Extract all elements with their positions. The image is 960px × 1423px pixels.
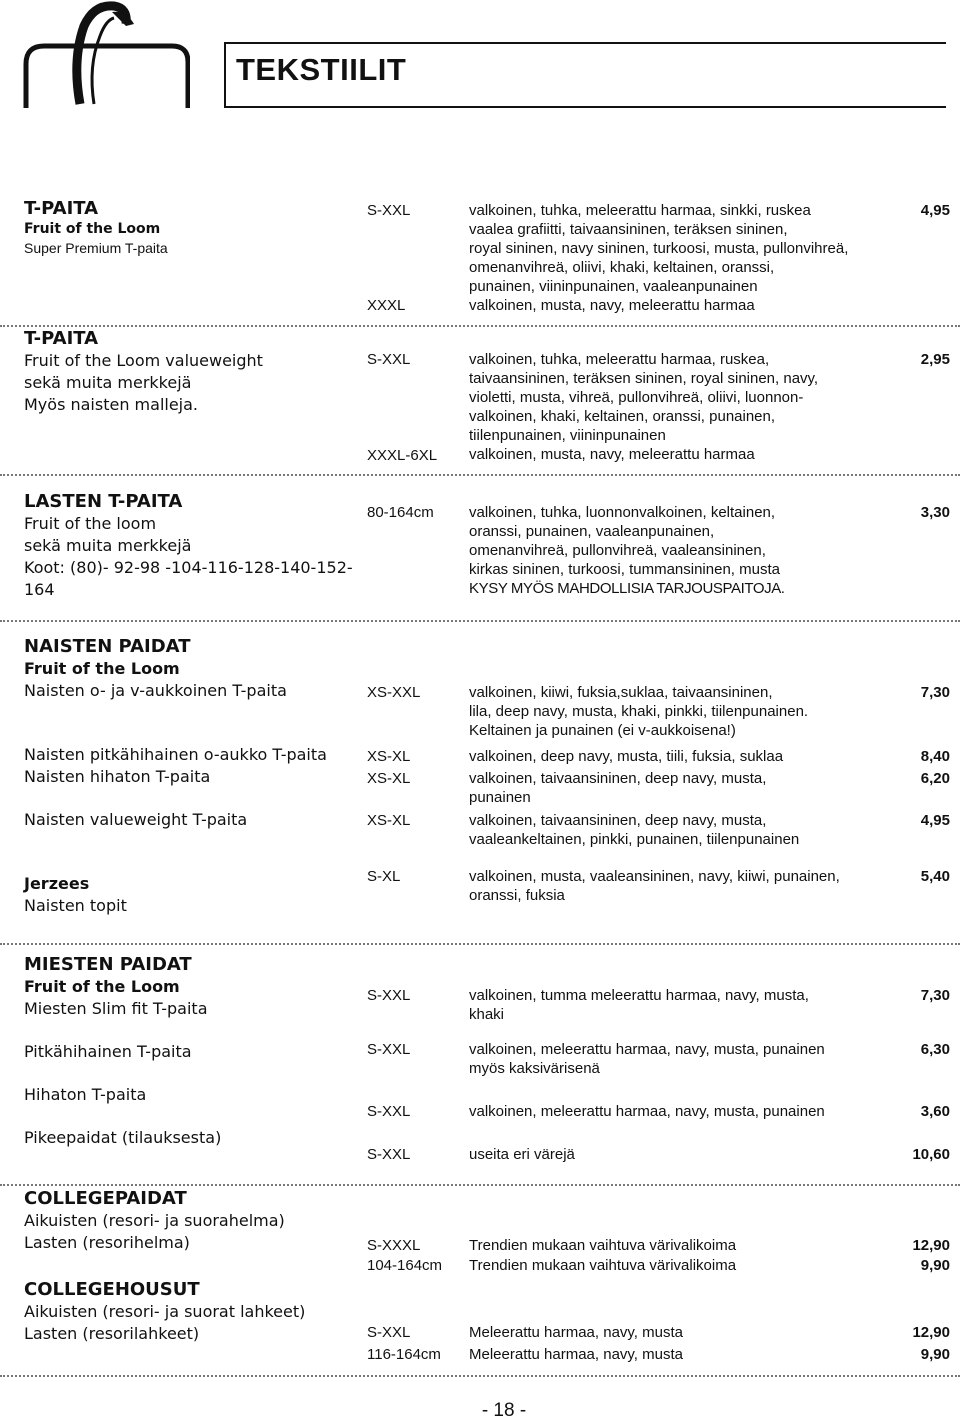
size: S-XXL (367, 1103, 411, 1120)
divider (0, 325, 960, 327)
desc-line: Aikuisten (resori- ja suorahelma) (24, 1211, 285, 1230)
brand: Fruit of the Loom (24, 221, 161, 237)
desc-line: royal sininen, navy sininen, turkoosi, musta, pullonvihreä, (469, 240, 849, 257)
desc-line: valkoinen, taivaansininen, deep navy, musta, (469, 770, 767, 787)
color-list (469, 867, 889, 905)
desc-line: Myös naisten malleja. (24, 395, 199, 414)
size: S-XXL (367, 202, 411, 219)
desc-line: violetti, musta, vihreä, pullonvihreä, oliivi, luonnon- (469, 389, 804, 406)
color-list (469, 503, 889, 598)
product-name: Pikeepaidat (tilauksesta) (24, 1128, 222, 1147)
desc-line: valkoinen, kiiwi, fuksia,suklaa, taivaansininen, (469, 684, 773, 701)
section-miesten-paidat (24, 954, 208, 1020)
desc-line: oranssi, fuksia (469, 887, 565, 904)
size: S-XXL (367, 1324, 411, 1341)
product-name: Miesten Slim fit T-paita (24, 999, 208, 1018)
desc-line: khaki (469, 1006, 505, 1023)
desc-line: sekä muita merkkejä (24, 373, 192, 392)
price: 4,95 (920, 812, 950, 829)
desc-line: 164 (24, 580, 55, 599)
product-name: Naisten valueweight T-paita (24, 810, 248, 829)
product-name: Pitkähihainen T-paita (24, 1042, 192, 1061)
desc-line: useita eri värejä (469, 1146, 575, 1163)
page-title: TEKSTIILIT (236, 52, 407, 87)
size: 116-164cm (367, 1346, 441, 1363)
desc-line: valkoinen, meleerattu harmaa, navy, musta, punainen (469, 1041, 825, 1058)
size: 80-164cm (367, 504, 434, 521)
desc-line: valkoinen, musta, navy, meleerattu harmaa (469, 446, 755, 463)
desc-line: punainen, viininpunainen, vaaleanpunainen (469, 278, 758, 295)
color-list (469, 986, 889, 1024)
brand: Jerzees (24, 874, 90, 893)
price: 7,30 (920, 987, 950, 1004)
price: 9,90 (920, 1346, 950, 1363)
desc-line: kirkas sininen, turkoosi, tummansininen, musta (469, 561, 780, 578)
price: 7,30 (920, 684, 950, 701)
price: 10,60 (912, 1146, 950, 1163)
section-heading: T-PAITA (24, 328, 99, 349)
section-naisten-paidat (24, 636, 287, 702)
desc-line: valkoinen, khaki, keltainen, oranssi, punainen, (469, 408, 776, 425)
size: S-XXXL (367, 1237, 421, 1254)
divider (0, 1184, 960, 1186)
page-number: - 18 - (481, 1400, 527, 1421)
section-collegepaidat (24, 1188, 285, 1254)
divider (0, 620, 960, 622)
section-tpaita-valueweight (24, 328, 263, 416)
size: 104-164cm (367, 1257, 443, 1274)
swan-logo-icon (22, 0, 190, 112)
product-name: Naisten topit (24, 896, 127, 915)
price: 12,90 (912, 1237, 950, 1254)
size: S-XXL (367, 987, 411, 1004)
size: XXXL-6XL (367, 447, 438, 464)
product-subtitle: Super Premium T-paita (24, 240, 168, 256)
price: 9,90 (920, 1257, 950, 1274)
brand: Fruit of the Loom (24, 977, 180, 996)
section-lasten-tpaita (24, 491, 353, 601)
desc-line: Meleerattu harmaa, navy, musta (469, 1346, 683, 1363)
size: XXXL (367, 297, 406, 314)
section-collegehousut (24, 1279, 305, 1345)
desc-line: valkoinen, meleerattu harmaa, navy, musta, punainen (469, 1103, 825, 1120)
desc-line: valkoinen, tuhka, luonnonvalkoinen, keltainen, (469, 504, 776, 521)
price: 3,30 (920, 504, 950, 521)
desc-line: valkoinen, musta, navy, meleerattu harmaa (469, 297, 755, 314)
desc-line: Trendien mukaan vaihtuva värivalikoima (469, 1237, 737, 1254)
divider (0, 1375, 960, 1377)
desc-line: omenanvihreä, pullonvihreä, vaaleansininen, (469, 542, 766, 559)
desc-line: KYSY MYÖS MAHDOLLISIA TARJOUSPAITOJA. (469, 580, 785, 597)
product-name: Hihaton T-paita (24, 1085, 147, 1104)
size: S-XXL (367, 1041, 411, 1058)
desc-line: Fruit of the Loom valueweight (24, 351, 263, 370)
color-list (469, 683, 889, 740)
price: 8,40 (920, 748, 950, 765)
divider (0, 943, 960, 945)
product-name: Naisten o- ja v-aukkoinen T-paita (24, 681, 287, 700)
brand: Fruit of the Loom (24, 659, 180, 678)
price: 12,90 (912, 1324, 950, 1341)
color-list (469, 769, 889, 807)
color-list (469, 1040, 889, 1078)
desc-line: taivaansininen, teräksen sininen, royal sininen, navy, (469, 370, 819, 387)
price: 3,60 (920, 1103, 950, 1120)
section-heading: COLLEGEHOUSUT (24, 1279, 200, 1300)
desc-line: Meleerattu harmaa, navy, musta (469, 1324, 683, 1341)
desc-line: myös kaksivärisenä (469, 1060, 600, 1077)
size: S-XXL (367, 351, 411, 368)
desc-line: valkoinen, musta, vaaleansininen, navy, kiiwi, punainen, (469, 868, 840, 885)
jerzees-block (24, 873, 127, 917)
desc-line: sekä muita merkkejä (24, 536, 192, 555)
size: XS-XL (367, 770, 411, 787)
color-list (469, 811, 889, 849)
section-heading: T-PAITA (24, 198, 99, 219)
desc-line: vaaleankeltainen, pinkki, punainen, tiilenpunainen (469, 831, 800, 848)
section-heading: COLLEGEPAIDAT (24, 1188, 187, 1209)
desc-line: Lasten (resorilahkeet) (24, 1324, 200, 1343)
desc-line: valkoinen, deep navy, musta, tiili, fuksia, suklaa (469, 748, 784, 765)
color-list (469, 201, 889, 315)
desc-line: Koot: (80)- 92-98 -104-116-128-140-152- (24, 558, 353, 577)
price: 4,95 (920, 202, 950, 219)
desc-line: valkoinen, tumma meleerattu harmaa, navy, musta, (469, 987, 809, 1004)
desc-line: tiilenpunainen, viininpunainen (469, 427, 666, 444)
divider (0, 474, 960, 476)
desc-line: Keltainen ja punainen (ei v-aukkoisena!) (469, 722, 736, 739)
price: 6,30 (920, 1041, 950, 1058)
desc-line: punainen (469, 789, 531, 806)
desc-line: omenanvihreä, oliivi, khaki, keltainen, oranssi, (469, 259, 775, 276)
desc-line: valkoinen, tuhka, meleerattu harmaa, ruskea, (469, 351, 770, 368)
desc-line: valkoinen, taivaansininen, deep navy, musta, (469, 812, 767, 829)
desc-line: lila, deep navy, musta, khaki, pinkki, tiilenpunainen. (469, 703, 809, 720)
size: XS-XL (367, 812, 411, 829)
desc-line: vaalea grafiitti, taivaansininen, teräksen sininen, (469, 221, 788, 238)
desc-line: Lasten (resorihelma) (24, 1233, 190, 1252)
product-name: Naisten hihaton T-paita (24, 767, 211, 786)
price: 5,40 (920, 868, 950, 885)
section-heading: NAISTEN PAIDAT (24, 636, 191, 657)
desc-line: valkoinen, tuhka, meleerattu harmaa, sinkki, ruskea (469, 202, 811, 219)
size: S-XL (367, 868, 401, 885)
desc-line: oranssi, punainen, vaaleanpunainen, (469, 523, 715, 540)
section-heading: MIESTEN PAIDAT (24, 954, 192, 975)
section-heading: LASTEN T-PAITA (24, 491, 183, 512)
size: S-XXL (367, 1146, 411, 1163)
price: 2,95 (920, 351, 950, 368)
size: XS-XL (367, 748, 411, 765)
desc-line: Fruit of the loom (24, 514, 157, 533)
desc-line: Aikuisten (resori- ja suorat lahkeet) (24, 1302, 306, 1321)
price: 6,20 (920, 770, 950, 787)
size: XS-XXL (367, 684, 421, 701)
desc-line: Trendien mukaan vaihtuva värivalikoima (469, 1257, 737, 1274)
product-name: Naisten pitkähihainen o-aukko T-paita (24, 745, 327, 764)
color-list (469, 350, 889, 464)
section-tpaita-premium (24, 198, 168, 258)
